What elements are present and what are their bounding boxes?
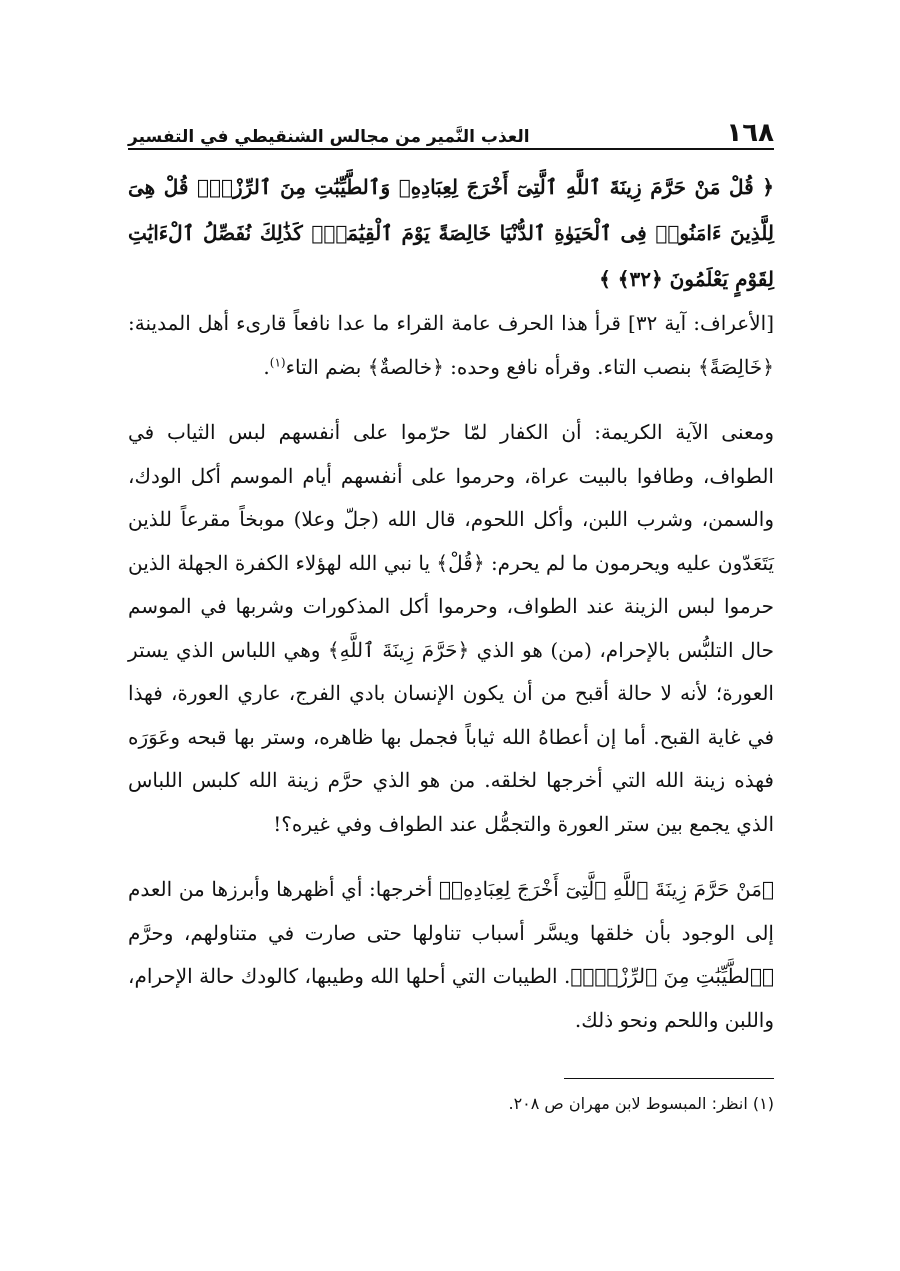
- page-header: [128, 110, 774, 150]
- explanation-paragraph: ﴿مَنْ حَرَّمَ زِينَةَ ٱللَّهِ ٱلَّتِىٓ أَخْرَجَ لِعِبَادِهِۦ﴾ أخرجها: أي أظهرها وأبرزها من العدم إلى الوجود بأن خلقها ويسَّر أسباب تناولها حتى صارت في متناولهم، وحرَّم ﴿ٱلطَّيِّبَٰتِ مِنَ ٱلرِّزْقِۚ﴾. الطيبات التي أحلها الله وطيبها، كالودك حالة الإحرام، واللبن واللحم ونحو ذلك.: [127, 877, 774, 1032]
- recitation-text: [الأعراف: آية ٣٢] قرأ هذا الحرف عامة القراء ما عدا نافعاً قارىء أهل المدينة: ﴿خَالِصَةً﴾ بنصب التاء. وقرأه نافع وحده: ﴿خالصةٌ﴾ بضم التاء: [128, 311, 775, 379]
- sentence-end: .: [263, 354, 270, 379]
- running-title: العذب النَّمير من مجالس الشنقيطي في التفسير: [128, 127, 530, 147]
- meaning-paragraph: ومعنى الآية الكريمة: أن الكفار لمّا حرّموا على أنفسهم لبس الثياب في الطواف، وطافوا بالبيت عراة، وحرموا على أنفسهم أيام الموسم أكل الودك، والسمن، وشرب اللبن، وأكل اللحوم، قال الله (جلّ وعلا) موبخاً مقرعاً للذين يَتَعَدّون عليه ويحرمون ما لم يحرم: ﴿قُلْ﴾ يا نبي الله لهؤلاء الكفرة الجهلة الذين حرموا لبس الزينة عند الطواف، وحرموا أكل المذكورات وشربها في الموسم حال التلبُّس بالإحرام، (من) هو الذي ﴿حَرَّمَ زِينَةَ ٱللَّهِ﴾ وهي اللباس الذي يستر العورة؛ لأنه لا حالة أقبح من أن يكون الإنسان بادي الفرج، عاري العورة، فهذا في غاية القبح. أما إن أعطاهُ الله ثياباً فجمل بها ظاهره، وستر بها قبحه وعَوَرَه فهذه زينة الله التي أخرجها لخلقه. من هو الذي حرَّم زينة الله كلبس اللباس الذي يجمع بين ستر العورة والتجمُّل عند الطواف وفي غيره؟!: [128, 420, 774, 836]
- book-page: [128, 110, 774, 1117]
- footnote-divider: [564, 1078, 774, 1079]
- quran-verse: ﴿ قُلْ مَنْ حَرَّمَ زِينَةَ ٱللَّهِ ٱلَّتِىٓ أَخْرَجَ لِعِبَادِهِۦ وَٱلطَّيِّبَٰتِ مِنَ ٱلرِّزْقِۚ قُلْ هِىَ لِلَّذِينَ ءَامَنُوا۟ فِى ٱلْحَيَوٰةِ ٱلدُّنْيَا خَالِصَةً يَوْمَ ٱلْقِيَٰمَةِۗ كَذَٰلِكَ نُفَصِّلُ ٱلْءَايَٰتِ لِقَوْمٍ يَعْلَمُونَ ﴿٣٢﴾ ﴾: [128, 175, 774, 291]
- footnote: (١) انظر: المبسوط لابن مهران ص ٢٠٨.: [508, 1094, 774, 1113]
- footnote-marker: (١): [269, 354, 286, 369]
- page-number: ١٦٨: [726, 118, 774, 148]
- recitation-paragraph: [128, 302, 774, 389]
